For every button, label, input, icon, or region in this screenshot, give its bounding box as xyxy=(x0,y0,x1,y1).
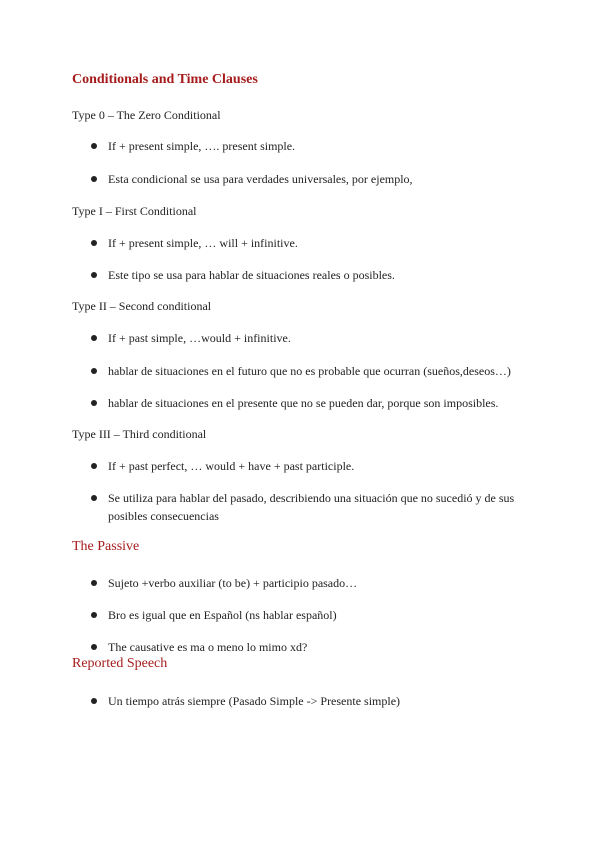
list-item-text: The causative es ma o meno lo mimo xd? xyxy=(108,640,308,654)
bullet-icon xyxy=(91,463,97,469)
type0-heading: Type 0 – The Zero Conditional xyxy=(72,108,221,122)
list-item xyxy=(91,457,551,475)
document-title: Conditionals and Time Clauses xyxy=(72,72,258,87)
list-item xyxy=(91,606,551,624)
bullet-icon xyxy=(91,272,97,278)
list-item-text: Se utiliza para hablar del pasado, describiendo una situación que no sucedió y de sus posibles consecuencias xyxy=(108,491,515,523)
list-item-text: Este tipo se usa para hablar de situaciones reales o posibles. xyxy=(108,268,395,282)
bullet-icon xyxy=(91,400,97,406)
type1-heading: Type I – First Conditional xyxy=(72,204,197,218)
bullet-icon xyxy=(91,335,97,341)
list-item xyxy=(91,362,551,380)
type2-heading: Type II – Second conditional xyxy=(72,299,212,313)
type3-heading: Type III – Third conditional xyxy=(72,427,207,441)
list-item-text: Esta condicional se usa para verdades universales, por ejemplo, xyxy=(108,172,413,186)
bullet-icon xyxy=(91,612,97,618)
reported-speech-heading: Reported Speech xyxy=(72,656,168,671)
passive-heading: The Passive xyxy=(72,539,140,554)
list-item xyxy=(91,329,551,347)
list-item-text: hablar de situaciones en el futuro que no es probable que ocurran (sueños,deseos…) xyxy=(108,364,511,378)
list-item-text: If + past simple, …would + infinitive. xyxy=(108,331,291,345)
list-item-text: Bro es igual que en Español (ns hablar español) xyxy=(108,608,337,622)
list-item xyxy=(91,234,551,252)
list-item xyxy=(91,692,551,710)
list-item-text: If + present simple, …. present simple. xyxy=(108,139,296,153)
list-item-text: Un tiempo atrás siempre (Pasado Simple -> Presente simple) xyxy=(108,694,401,708)
bullet-icon xyxy=(91,644,97,650)
bullet-icon xyxy=(91,495,97,501)
bullet-icon xyxy=(91,176,97,182)
list-item-text: If + past perfect, … would + have + past participle. xyxy=(108,459,355,473)
list-item xyxy=(91,170,551,188)
bullet-icon xyxy=(91,143,97,149)
bullet-icon xyxy=(91,368,97,374)
list-item xyxy=(91,137,551,155)
list-item xyxy=(91,638,551,656)
list-item xyxy=(91,489,551,525)
list-item-text: Sujeto +verbo auxiliar (to be) + participio pasado… xyxy=(108,576,358,590)
list-item xyxy=(91,574,551,592)
bullet-icon xyxy=(91,580,97,586)
list-item-text: If + present simple, … will + infinitive. xyxy=(108,236,298,250)
list-item xyxy=(91,266,551,284)
list-item-text: hablar de situaciones en el presente que no se pueden dar, porque son imposibles. xyxy=(108,396,499,410)
bullet-icon xyxy=(91,698,97,704)
bullet-icon xyxy=(91,240,97,246)
list-item xyxy=(91,394,551,412)
